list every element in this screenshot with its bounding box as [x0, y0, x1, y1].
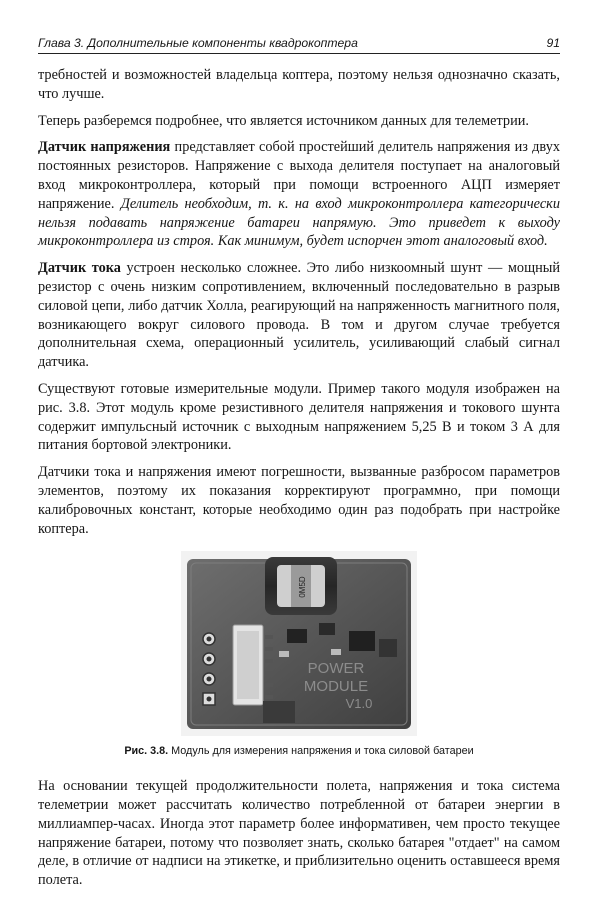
paragraph-calibration: Датчики тока и напряжения имеют погрешности, вызванные разбросом параметров элементов, поэтому их показания корректируют программно, при помощи калибровочных констант, которые необходимо один раз подобрать при настройке коптера.: [38, 464, 560, 537]
paragraph-telemetry: На основании текущей продолжительности полета, напряжения и тока система телеметрии может рассчитать количество потребленной от батареи энергии в миллиампер-часах. Иногда этот параметр более информативен, чем просто текущее напряжение батареи, потому что позволяет знать, сколько батарея "отдает" на самом деле, в отличие от надписи на этикетке, и приблизительно оценить оставшееся время полета.: [38, 778, 560, 889]
current-sensor-text: устроен несколько сложнее. Это либо низкоомный шунт — мощный резистор с очень низким сопротивлением, включенный последовательно в разрыв силовой цепи, либо датчик Холла, реагирующий на напряженность магнитного поля, возникающего вокруг силового провода. В том и другом случае требуется дополнительная схема, операционный усилитель, усиливающий слабый сигнал датчика.: [38, 260, 560, 371]
board-label-version: V1.0: [345, 696, 373, 712]
shunt-marking: 0M5D: [298, 576, 307, 598]
voltage-sensor-text: представляет собой простейший делитель напряжения из двух постоянных резисторов. Напряжение с выхода делителя поступает на аналоговый вход микроконтроллера, который при помощи встроенного АЦП измеряет напряжение.: [38, 139, 560, 212]
paragraph-voltage-sensor: [38, 138, 560, 251]
paragraph-modules: Существуют готовые измерительные модули. Пример такого модуля изображен на рис. 3.8. Этот модуль кроме резистивного делителя напряжения и токового шунта содержит импульсный источник с выходным напряжением 5,25 В и током 3 А для питания бортовой электроники.: [38, 380, 560, 454]
voltage-sensor-note: Делитель необходим, т. к. на вход микроконтроллера категорически нельзя подавать напряжение батареи напрямую. Это приведет к выходу микроконтроллера из строя. Как минимум, будет испорчен этот аналоговый вход.: [38, 195, 560, 250]
page-number: 91: [546, 36, 560, 50]
board-label-power: POWER: [307, 660, 365, 678]
term-voltage-sensor: Датчик напряжения: [38, 139, 171, 156]
power-module-photo: [181, 551, 417, 736]
paragraph-current-sensor: [38, 259, 560, 372]
figure-label: Рис. 3.8.: [124, 745, 169, 758]
page-body: [38, 66, 560, 898]
running-header: [38, 33, 560, 54]
paragraph-1: требностей и возможностей владельца коптера, поэтому нельзя однозначно сказать, что лучше.: [38, 67, 560, 102]
board-label-module: MODULE: [303, 678, 369, 696]
figure-caption: [38, 742, 560, 761]
figure-3-8: [38, 551, 560, 761]
figure-caption-text: Модуль для измерения напряжения и тока силовой батареи: [168, 745, 474, 758]
term-current-sensor: Датчик тока: [38, 260, 121, 277]
paragraph-2: Теперь разберемся подробнее, что является источником данных для телеметрии.: [38, 112, 529, 129]
chapter-title: Глава 3. Дополнительные компоненты квадрокоптера: [38, 36, 358, 50]
